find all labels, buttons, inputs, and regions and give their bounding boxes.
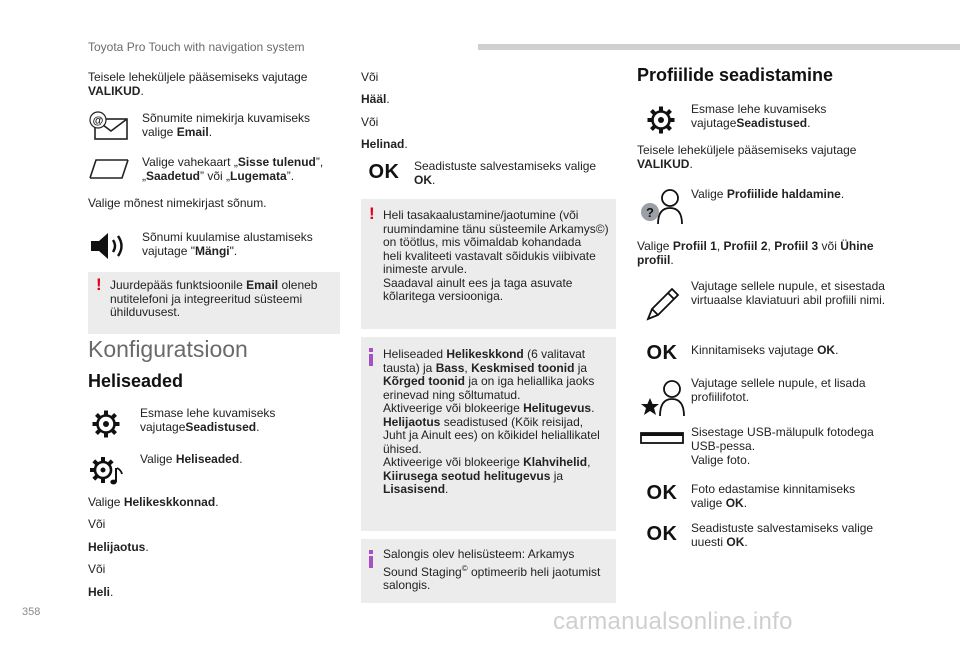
gear-music-icon <box>90 456 124 486</box>
gear-icon <box>91 409 121 439</box>
col1-option-1: Valige Helikeskkonnad. <box>88 495 219 509</box>
col3-save-text: Seadistuste salvestamiseks valige uuesti OK. <box>691 521 874 549</box>
col3-name-text: Vajutage sellele nupule, et sisestada virtuaalse klaviatuuri abil profiili nimi. <box>691 279 886 307</box>
page-number: 358 <box>22 606 41 618</box>
pencil-icon <box>642 285 682 325</box>
col3-photo-confirm-text: Foto edastamise kinnitamiseks valige OK. <box>691 482 856 510</box>
ok-icon: OK <box>646 523 678 545</box>
col1-settings-text: Esmase lehe kuvamiseks vajutageSeadistused. <box>140 406 276 434</box>
warning-icon: ! <box>96 275 102 294</box>
col2-or-1: Või <box>361 70 379 84</box>
col1-choose: Valige mõnest nimekirjast sõnum. <box>88 196 267 210</box>
usb-stick-icon <box>640 430 684 446</box>
col2-save-text: Seadistuste salvestamiseks valige OK. <box>414 159 597 187</box>
col2-info-note <box>361 337 616 531</box>
profile-question-icon <box>640 186 690 226</box>
col2-info2-text: Salongis olev helisüsteem: Arkamys Sound Staging© optimeerib heli jaotumist salongis. <box>383 547 601 592</box>
profile-star-icon <box>640 378 690 418</box>
col3-photo-text: Vajutage sellele nupule, et lisada profiilifotot. <box>691 376 866 404</box>
warning-icon: ! <box>369 204 375 223</box>
col1-option-3: Heli. <box>88 585 114 599</box>
speaker-icon <box>88 230 128 262</box>
ok-icon: OK <box>646 482 678 504</box>
col1-option-2: Helijaotus. <box>88 540 149 554</box>
col2-option-1: Hääl. <box>361 92 390 106</box>
svg-text:?: ? <box>646 205 654 220</box>
col1-or-2: Või <box>88 562 106 576</box>
heading-audio: Heliseaded <box>88 371 184 391</box>
watermark: carmanualsonline.info <box>553 608 793 635</box>
col1-or-1: Või <box>88 517 106 531</box>
col2-option-2: Helinad. <box>361 137 408 151</box>
col1-warning-text: Juurdepääs funktsioonile Email oleneb nutitelefoni ja integreeritud süsteemi ühilduvusest. <box>110 278 318 319</box>
col2-info-note-2 <box>361 539 616 603</box>
page-header-title: Toyota Pro Touch with navigation system <box>88 40 305 54</box>
col3-usb-text: Sisestage USB-mälupulk fotodega USB-pessa. Valige foto. <box>691 425 874 467</box>
heading-configuration: Konfiguratsioon <box>88 336 248 362</box>
email-icon <box>88 110 130 140</box>
col1-heliseaded-text: Valige Heliseaded. <box>140 452 243 466</box>
gear-icon <box>646 105 676 135</box>
col1-email-text: Sõnumite nimekirja kuvamiseks valige Email. <box>142 111 311 139</box>
col1-tabs-text: Valige vahekaart „Sisse tulenud”, „Saadetud” või „Lugemata”. <box>142 155 324 183</box>
header-bar <box>478 44 960 50</box>
col1-intro: Teisele leheküljele pääsemiseks vajutage VALIKUD. <box>88 70 308 98</box>
col3-intro: Teisele leheküljele pääsemiseks vajutage VALIKUD. <box>637 143 857 171</box>
col2-or-2: Või <box>361 115 379 129</box>
svg-text:@: @ <box>92 115 104 127</box>
col1-warning-note <box>88 272 340 334</box>
col1-play-text: Sõnumi kuulamise alustamiseks vajutage "Mängi". <box>142 230 313 258</box>
col2-warning-note <box>361 199 616 329</box>
col3-settings-text: Esmase lehe kuvamiseks vajutageSeadistused. <box>691 102 827 130</box>
ok-icon: OK <box>646 342 678 364</box>
col3-confirm-text: Kinnitamiseks vajutage OK. <box>691 343 839 357</box>
tab-icon <box>88 156 132 180</box>
col3-manage-text: Valige Profiilide haldamine. <box>691 187 845 201</box>
ok-icon: OK <box>368 161 400 183</box>
col2-warning-text: Heli tasakaalustamine/jaotumine (või ruumindamine tänu süsteemile Arkamys©) on töötlus, mis võimaldab kohandada heli kvaliteeti vastavalt sõidukis viibivate inimeste arvule. Saadaval ainult ees ja taga asuvate kõlaritega versiooniga. <box>383 208 609 303</box>
col2-info-text: Heliseaded Helikeskkond (6 valitavat tausta) ja Bass, Keskmised toonid ja Kõrged toonid ja on iga heliallika jaoks erinevad ning sõltumatud. Aktiveerige või blokeerige Helitugevus. Helijaotus seadistused (Kõik reisijad, Juht ja Ainult ees) on kõikidel heliallikatel ühised. Aktiveerige või blokeerige Klahvihelid, Kiirusega seotud helitugevus ja Lisasisend. <box>383 347 600 496</box>
col3-profiles-text: Valige Profiil 1, Profiil 2, Profiil 3 või Ühine profiil. <box>637 239 874 267</box>
heading-profiles: Profiilide seadistamine <box>637 65 834 85</box>
